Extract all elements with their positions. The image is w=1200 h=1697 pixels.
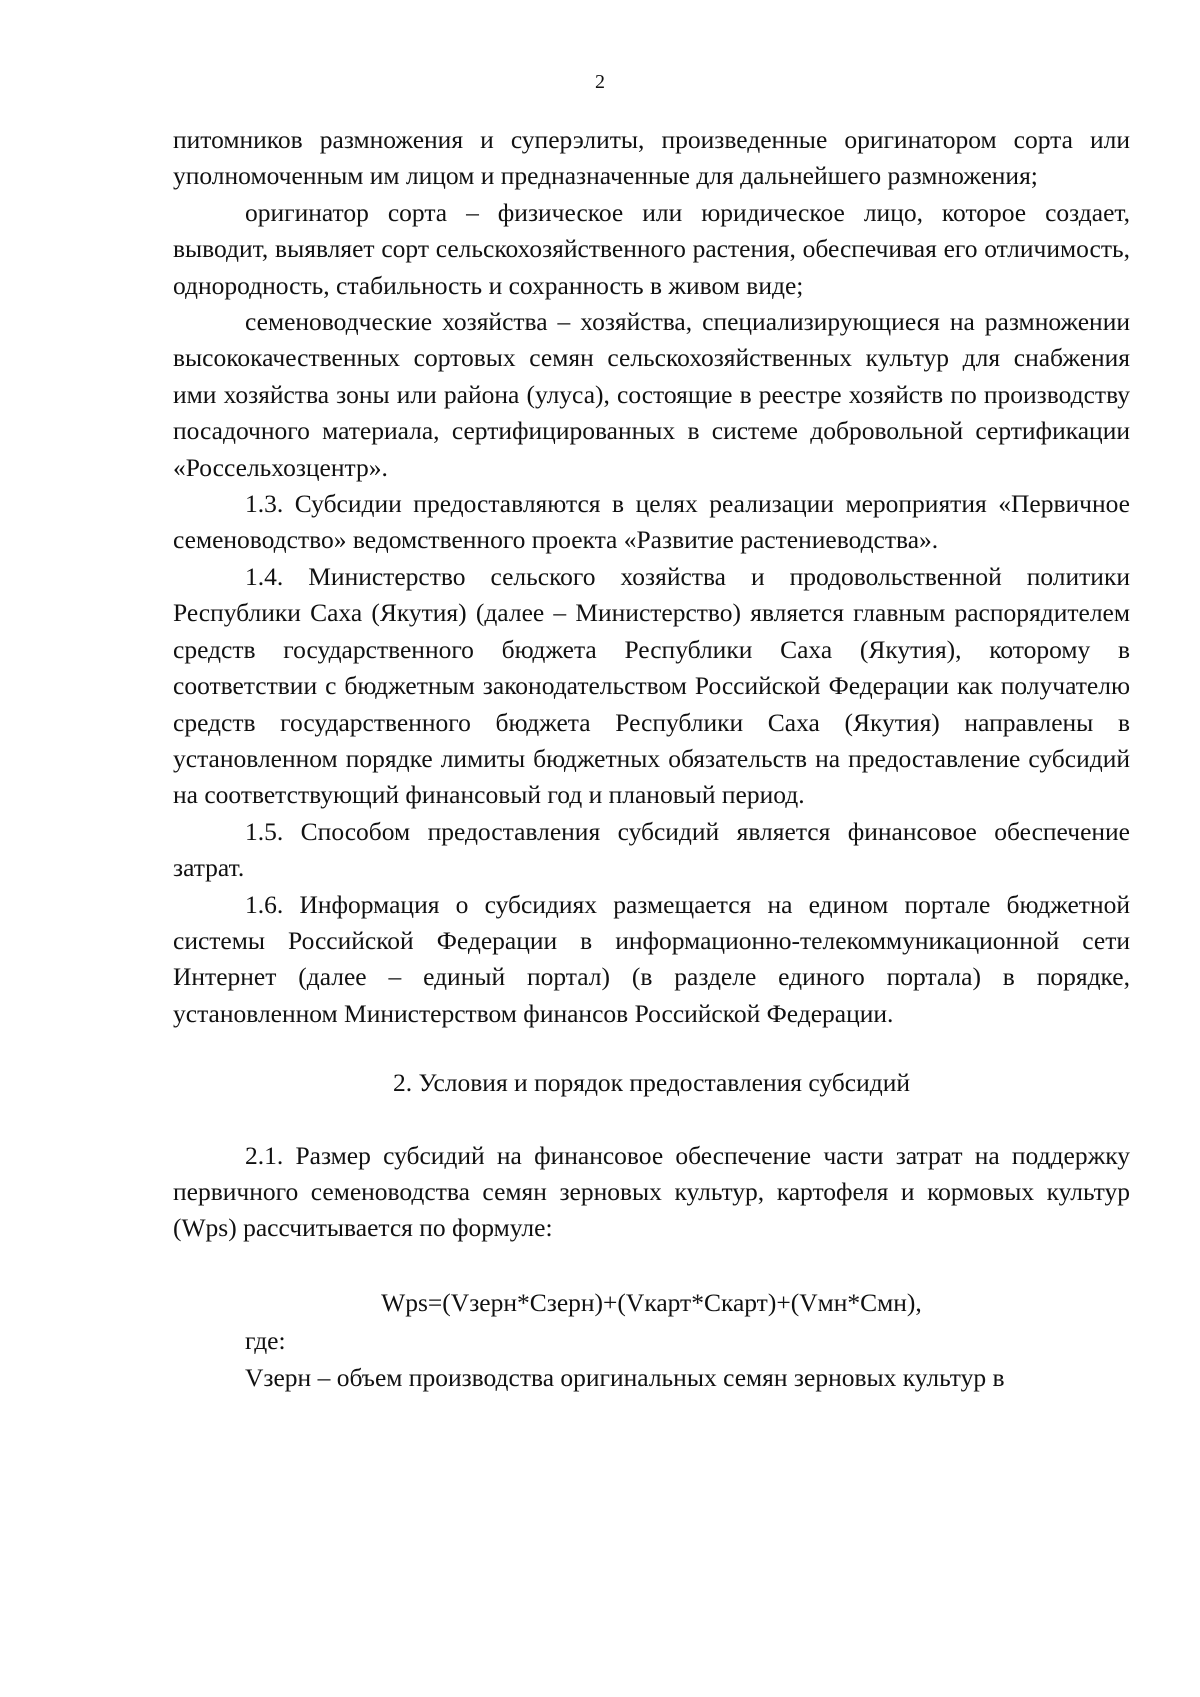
paragraph: 2.1. Размер субсидий на финансовое обеспечение части затрат на поддержку первичного семеноводства семян зерновых культур, картофеля и кормовых культур (Wps) рассчитывается по формуле: [173,1140,1130,1243]
paragraph: 1.4. Министерство сельского хозяйства и продовольственной политики Республики Саха (Якутия) (далее – Министерство) является главным распорядителем средств государственного бюджета Республики Саха (Якутия), которому в соответствии с бюджетным законодательством Российской Федерации как получателю средств государственного бюджета Республики Саха (Якутия) направлены в установленном порядке лимиты бюджетных обязательств на предоставление субсидий на соответствующий финансовый год и плановый период. [173,561,1130,810]
definition: Vзерн – объем производства оригинальных семян зерновых культур в [245,1362,1005,1392]
paragraph: семеноводческие хозяйства – хозяйства, специализирующиеся на размножении высококачественных сортовых семян сельскохозяйственных культур для снабжения ими хозяйства зоны или района (улуса), состоящие в реестре хозяйств по производству посадочного материала, сертифицированных в системе добровольной сертификации «Россельхозцентр». [173,307,1130,482]
paragraph: 1.5. Способом предоставления субсидий является финансовое обеспечение затрат. [173,816,1130,883]
page-number: 2 [595,71,605,93]
paragraph: 1.6. Информация о субсидиях размещается на едином портале бюджетной системы Российской Федерации в информационно-телекоммуникационной сети Интернет (далее – единый портал) (в разделе единого портала) в порядке, установленном Министерством финансов Российской Федерации. [173,889,1130,1028]
formula: Wps=(Vзерн*Сзерн)+(Vкарт*Скарт)+(Vмн*Смн), [381,1287,922,1317]
paragraph: питомников размножения и суперэлиты, произведенные оригинатором сорта или уполномоченным им лицом и предназначенные для дальнейшего размножения; [173,125,1130,191]
where-label: где: [245,1326,286,1356]
paragraph: 1.3. Субсидии предоставляются в целях реализации мероприятия «Первичное семеноводство» ведомственного проекта «Развитие растениеводства». [173,489,1130,555]
paragraph: оригинатор сорта – физическое или юридическое лицо, которое создает, выводит, выявляет сорт сельскохозяйственного растения, обеспечивая его отличимость, однородность, стабильность и сохранность в живом виде; [173,197,1130,300]
document-body [173,122,1130,1396]
section-heading: 2. Условия и порядок предоставления субсидий [392,1068,911,1098]
